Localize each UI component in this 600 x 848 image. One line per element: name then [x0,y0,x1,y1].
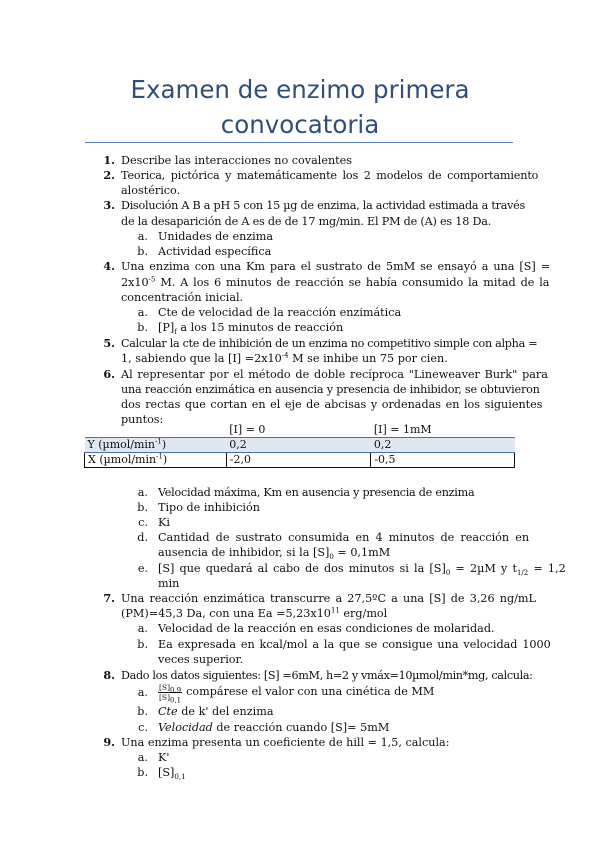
question-1-text: Describe las interacciones no covalentes [121,154,353,167]
table-cell: -0,5 [371,453,515,468]
fraction: $\frac{[S]_{0,9}}{[S]_{0,1}}$ [159,682,182,704]
question-3-item-b: Actividad específica [158,245,272,258]
table-row-label: Y $(\mu mol/\min^{-1})$ [85,438,227,453]
question-1-number: 1. [103,153,115,167]
table-row [85,453,515,468]
question-4-line-1: Una enzima con una Km para el sustrato de 5mM se ensayó a una [S] = [121,260,551,273]
page-title-line-2: convocatoria [220,110,380,139]
table-cell: 0,2 [371,438,515,453]
question-6-item-b-letter: b. [137,501,148,514]
question-2-line-1: Teorica, pictórica y matemáticamente los 2 modelos de comportamiento [121,169,539,182]
question-2-number: 2. [103,168,115,182]
table-row-label: X $(\mu mol/\min^{-1})$ [85,453,227,468]
question-7-number: 7. [103,591,115,605]
question-6-line-2: una reacción enzimática en ausencia y presencia de inhibidor, se obtuvieron [121,383,540,396]
question-8-item-a-letter: a. [137,686,148,699]
question-3-item-a-letter: a. [137,230,148,243]
question-6-item-e-line-1: [S] que quedará al cabo de dos minutos si la $[S]_0 = 2\mu M$ y $t_{1/2} = 1,2$ [158,562,566,578]
question-7-item-b-line-2: veces superior. [158,653,244,666]
table-header-col1: [I] = 0 [226,423,371,438]
question-6-item-e-line-2: min [158,577,180,590]
question-6-item-d-line-1: Cantidad de sustrato consumida en 4 minutos de reacción en [158,531,530,544]
question-9-item-b: $[S]_{0,1}$ [158,766,186,782]
question-6-item-a: Velocidad máxima, Km en ausencia y presencia de enzima [158,486,475,499]
question-6-item-b: Tipo de inhibición [158,501,260,514]
question-2-line-2: alostérico. [121,184,181,197]
question-6-line-4: puntos: [121,413,164,426]
question-8-item-c: Velocidad de reacción cuando [S]= 5mM [158,721,390,734]
question-3-item-b-letter: b. [137,245,148,258]
question-9-line-1: Una enzima presenta un coeficiente de hill = 1,5, calcula: [121,736,450,749]
question-9-item-a-letter: a. [137,751,148,764]
question-7-line-2: (PM)=45,3 Da, con una $Ea =5,23x10^{11}$ erg/mol [121,606,388,620]
question-9-number: 9. [103,735,115,749]
title-underline [85,142,513,143]
table-cell: 0,2 [226,438,371,453]
question-8-line-1: Dado los datos siguientes: [S] =6mM, h=2 y vmáx=10µmol/min*mg, calcula: [121,669,533,682]
table-header-empty [85,423,227,438]
question-4-number: 4. [103,259,115,273]
question-8-number: 8. [103,668,115,682]
question-5-number: 5. [103,336,115,350]
question-4-item-a: Cte de velocidad de la reacción enzimática [158,306,402,319]
question-6-item-c: Ki [158,516,170,529]
page-title-line-1: Examen de enzimo primera [130,75,470,104]
question-4-item-b-letter: b. [137,321,148,334]
question-4-item-a-letter: a. [137,306,148,319]
question-4-line-3: concentración inicial. [121,291,244,304]
question-4-line-2: $2x10^{-5}$ M. A los 6 minutos de reacción se había consumido la mitad de la [121,275,550,289]
question-6-item-c-letter: c. [138,516,148,529]
question-5-line-2: 1, sabiendo que la $[I] =2x10^{-4}$ M se inhibe un 75 por cien. [121,351,448,365]
question-6-item-d-letter: d. [137,531,148,544]
question-3-line-1: Disolución A B a pH 5 con 15 µg de enzima, la actividad estimada a través [121,199,526,212]
question-8-item-c-letter: c. [138,721,148,734]
question-6-line-3: dos rectas que cortan en el eje de abcisas y ordenadas en los siguientes [121,398,543,411]
question-6-item-a-letter: a. [137,486,148,499]
question-6-number: 6. [103,367,115,381]
question-8-item-b: Cte de k' del enzima [158,705,274,718]
question-4-item-b: $[P]_f$ a los 15 minutos de reacción [158,321,344,337]
question-3-number: 3. [103,198,115,212]
question-8-item-a: $\frac{[S]_{0,9}}{[S]_{0,1}}$ compárese el valor con una cinética de MM [159,682,435,704]
table-header-col2: [I] = 1mM [371,423,515,438]
question-7-item-a: Velocidad de la reacción en esas condiciones de molaridad. [158,622,495,635]
table-row [85,438,515,453]
table-header-row [85,423,515,438]
lineweaver-burk-table [84,423,515,468]
question-6-line-1: Al representar por el método de doble recíproca "Lineweaver Burk" para [121,368,548,381]
question-7-item-b-line-1: Ea expresada en kcal/mol a la que se consigue una velocidad 1000 [158,638,551,651]
question-3-item-a: Unidades de enzima [158,230,274,243]
table-cell: -2,0 [226,453,371,468]
question-5-line-1: Calcular la cte de inhibición de un enzima no competitivo simple con alpha = [121,337,538,350]
question-6-item-d-line-2: ausencia de inhibidor, si la $[S]_0 = 0,1mM$ [158,546,391,562]
question-7-line-1: Una reacción enzimática transcurre a 27,5ºC a una [S] de 3,26 ng/mL [121,592,536,605]
question-6-item-e-letter: e. [137,562,148,575]
question-9-item-a: K' [158,751,170,764]
question-7-item-b-letter: b. [137,638,148,651]
question-9-item-b-letter: b. [137,766,148,779]
question-8-item-b-letter: b. [137,705,148,718]
question-7-item-a-letter: a. [137,622,148,635]
question-3-line-2: de la desaparición de A es de de 17 mg/min. El PM de (A) es 18 Da. [121,215,492,228]
